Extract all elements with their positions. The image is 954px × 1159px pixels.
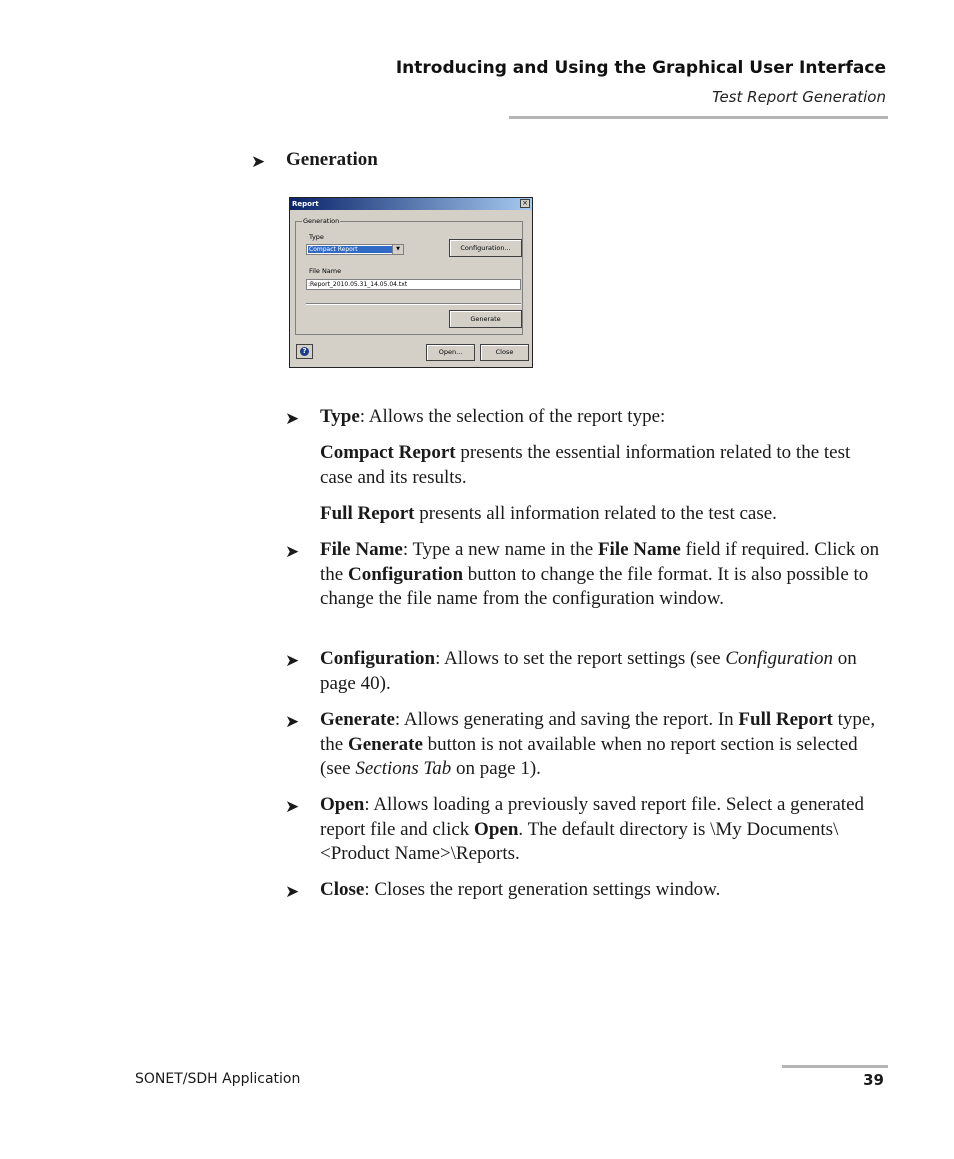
text: : Closes the report generation settings window. — [364, 879, 721, 900]
para-file-name — [320, 538, 885, 612]
text: on page 40). — [320, 648, 857, 694]
bullet-arrow-icon: ➤ — [285, 409, 300, 428]
para-compact-report — [320, 441, 885, 490]
term: Full Report — [738, 709, 833, 730]
para-full-report — [320, 502, 885, 527]
help-icon: ? — [300, 347, 309, 356]
type-dropdown-value: Compact Report — [308, 246, 393, 253]
text: presents the essential information related to the test case and its results. — [320, 442, 851, 488]
para-close — [320, 878, 885, 903]
dialog-title: Report — [292, 200, 319, 208]
bullet-arrow-icon: ➤ — [285, 797, 300, 816]
help-button[interactable] — [296, 344, 313, 359]
para-type — [320, 405, 885, 430]
page-header-subtitle: Test Report Generation — [712, 88, 886, 106]
term: Close — [320, 879, 365, 900]
open-button[interactable]: Open... — [426, 344, 475, 361]
bullet-arrow-icon: ➤ — [285, 651, 300, 670]
type-dropdown[interactable] — [306, 244, 404, 255]
type-label: Type — [309, 233, 324, 241]
text: on page 1). — [451, 758, 541, 779]
bullet-arrow-icon: ➤ — [251, 152, 266, 171]
text: : Allows the selection of the report type: — [359, 406, 666, 427]
chevron-down-icon[interactable]: ▼ — [392, 245, 403, 254]
page-header-title: Introducing and Using the Graphical User Interface — [395, 58, 886, 78]
text: : Allows to set the report settings (see — [435, 648, 726, 669]
page-number: 39 — [863, 1071, 884, 1089]
term: Full Report — [320, 503, 415, 524]
dialog-title-bar — [290, 198, 532, 210]
header-rule — [509, 116, 888, 119]
bullet-arrow-icon: ➤ — [285, 882, 300, 901]
cross-reference[interactable]: Configuration — [725, 648, 833, 669]
term: Open — [474, 818, 519, 840]
generation-group — [295, 217, 523, 335]
dialog-close-icon[interactable]: × — [520, 199, 530, 208]
text: . The default directory is \My Documents\<Product Name>\Reports. — [320, 818, 839, 864]
text: button to change the file format. It is also possible to change the file name from the configuration window. — [320, 563, 869, 609]
para-generate — [320, 708, 885, 782]
configuration-button[interactable]: Configuration... — [449, 239, 522, 257]
term: File Name — [320, 539, 403, 560]
file-name-label: File Name — [309, 267, 342, 275]
close-button[interactable]: Close — [480, 344, 529, 361]
text: field if required. Click on the — [320, 539, 880, 585]
text: button is not available when no report section is selected (see — [320, 733, 858, 779]
term: Compact Report — [320, 442, 456, 463]
text: : Type a new name in the — [402, 539, 598, 560]
text: : Allows loading a previously saved report file. Select a generated report file and click — [320, 794, 865, 840]
term: Configuration — [320, 648, 436, 669]
generation-group-label: Generation — [303, 217, 340, 225]
para-configuration — [320, 647, 885, 696]
footer-doc-name: SONET/SDH Application — [135, 1071, 301, 1087]
cross-reference[interactable]: Sections Tab — [355, 758, 452, 779]
file-name-input[interactable]: :Report_2010.05.31_14.05.04.txt — [306, 279, 521, 290]
footer-rule — [782, 1065, 888, 1068]
term: Open — [320, 794, 365, 815]
term: Generate — [320, 709, 395, 730]
group-separator — [306, 303, 521, 305]
term: Generate — [347, 733, 423, 755]
text: : Allows generating and saving the report. In — [394, 709, 739, 730]
term: Configuration — [347, 563, 464, 585]
report-dialog — [289, 197, 533, 368]
bullet-arrow-icon: ➤ — [285, 542, 300, 561]
para-open — [320, 793, 885, 867]
text: type, the — [320, 709, 876, 755]
term: File Name — [597, 539, 681, 560]
term: Type — [320, 406, 360, 427]
generate-button[interactable]: Generate — [449, 310, 522, 328]
bullet-arrow-icon: ➤ — [285, 712, 300, 731]
section-heading: Generation — [286, 149, 378, 170]
text: presents all information related to the test case. — [414, 503, 777, 524]
